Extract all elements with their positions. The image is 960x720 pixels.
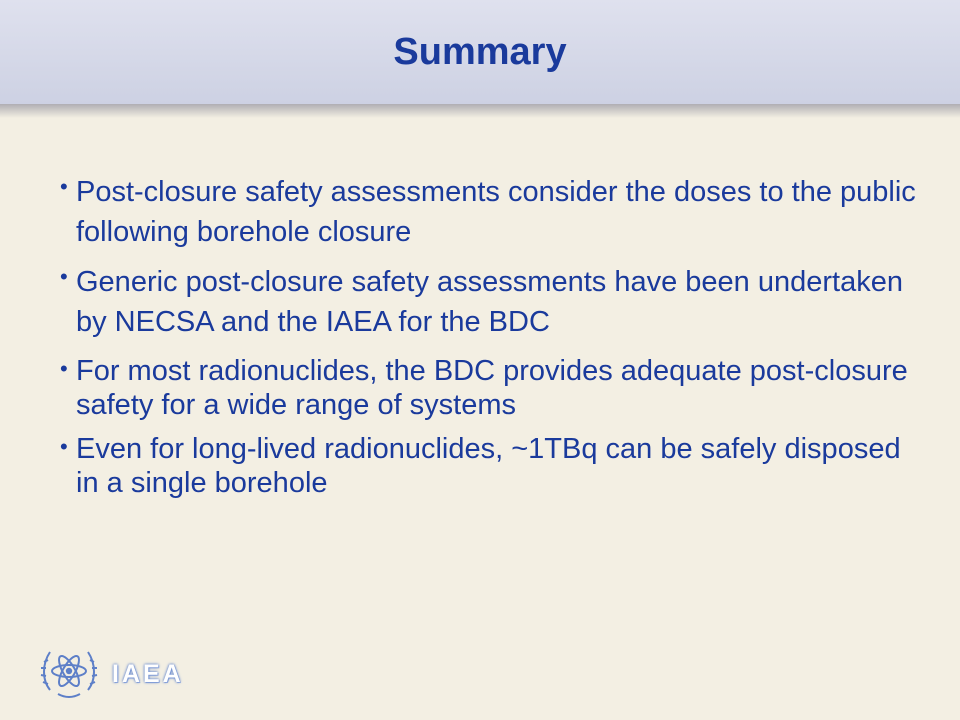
bullet-list (60, 172, 920, 510)
bullet-dot: • (60, 264, 68, 289)
bullet-text: Generic post-closure safety assessments have been undertaken by NECSA and the IAEA for the BDC (76, 266, 903, 338)
slide-title: Summary (393, 31, 567, 73)
bullet-dot: • (60, 434, 68, 459)
bullet-item (60, 432, 920, 500)
bullet-text: For most radionuclides, the BDC provides adequate post-closure safety for a wide range of systems (76, 355, 908, 421)
bullet-item (60, 354, 920, 422)
bullet-text: Post-closure safety assessments consider the doses to the public following borehole closure (76, 176, 916, 248)
title-band-shadow (0, 104, 960, 118)
bullet-item (60, 262, 920, 342)
iaea-emblem-icon (36, 638, 102, 704)
iaea-logo-text: IAEA (112, 660, 184, 688)
bullet-dot: • (60, 174, 68, 199)
bullet-text: Even for long-lived radionuclides, ~1TBq can be safely disposed in a single borehole (76, 433, 901, 499)
bullet-item (60, 172, 920, 252)
bullet-dot: • (60, 356, 68, 381)
